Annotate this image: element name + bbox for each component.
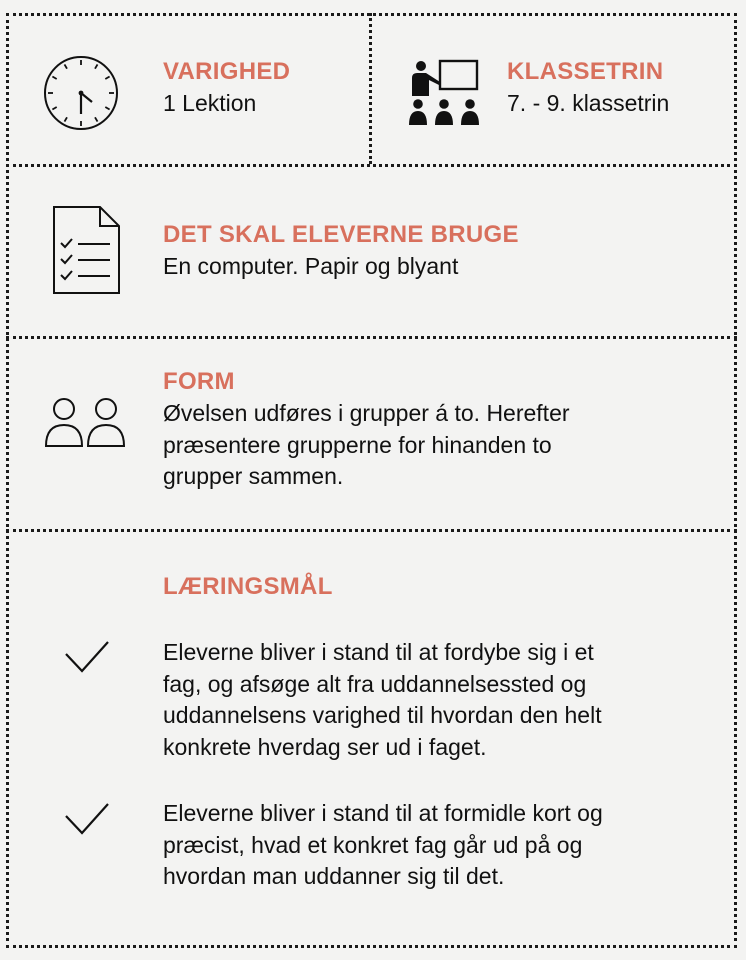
checklist-icon <box>52 205 122 295</box>
column-divider <box>369 13 372 164</box>
form-text <box>163 398 723 493</box>
two-people-icon <box>44 397 128 449</box>
goal-line: præcist, hvad et konkret fag går ud på og <box>163 831 583 858</box>
form-heading: FORM <box>163 368 235 395</box>
grade-heading: KLASSETRIN <box>507 58 664 85</box>
duration-value: 1 Lektion <box>163 90 257 116</box>
goal-item-2 <box>163 798 723 893</box>
grade-value: 7. - 9. klassetrin <box>507 90 670 116</box>
materials-value: En computer. Papir og blyant <box>163 253 459 279</box>
row-divider-2 <box>6 336 737 339</box>
checkmark-icon <box>64 802 110 836</box>
goal-line: fag, og afsøge alt fra uddannelsessted og <box>163 670 587 697</box>
row-divider-1 <box>6 164 737 167</box>
goals-heading: LÆRINGSMÅL <box>163 573 333 600</box>
row-divider-3 <box>6 529 737 532</box>
form-line: præsentere grupperne for hinanden to <box>163 431 552 458</box>
goal-line: konkrete hverdag ser ud i faget. <box>163 733 487 760</box>
goal-line: hvordan man uddanner sig til det. <box>163 863 505 889</box>
goal-line: Eleverne bliver i stand til at fordybe sig i et <box>163 639 594 665</box>
goal-line: Eleverne bliver i stand til at formidle kort og <box>163 800 603 826</box>
goal-line: uddannelsens varighed til hvordan den helt <box>163 702 602 728</box>
teacher-classroom-icon <box>408 58 480 128</box>
form-line: Øvelsen udføres i grupper á to. Herefter <box>163 400 570 426</box>
clock-icon <box>42 54 120 132</box>
goal-item-1 <box>163 637 723 763</box>
checkmark-icon <box>64 640 110 674</box>
duration-heading: VARIGHED <box>163 58 291 85</box>
form-line: grupper sammen. <box>163 463 344 489</box>
materials-heading: DET SKAL ELEVERNE BRUGE <box>163 221 519 248</box>
